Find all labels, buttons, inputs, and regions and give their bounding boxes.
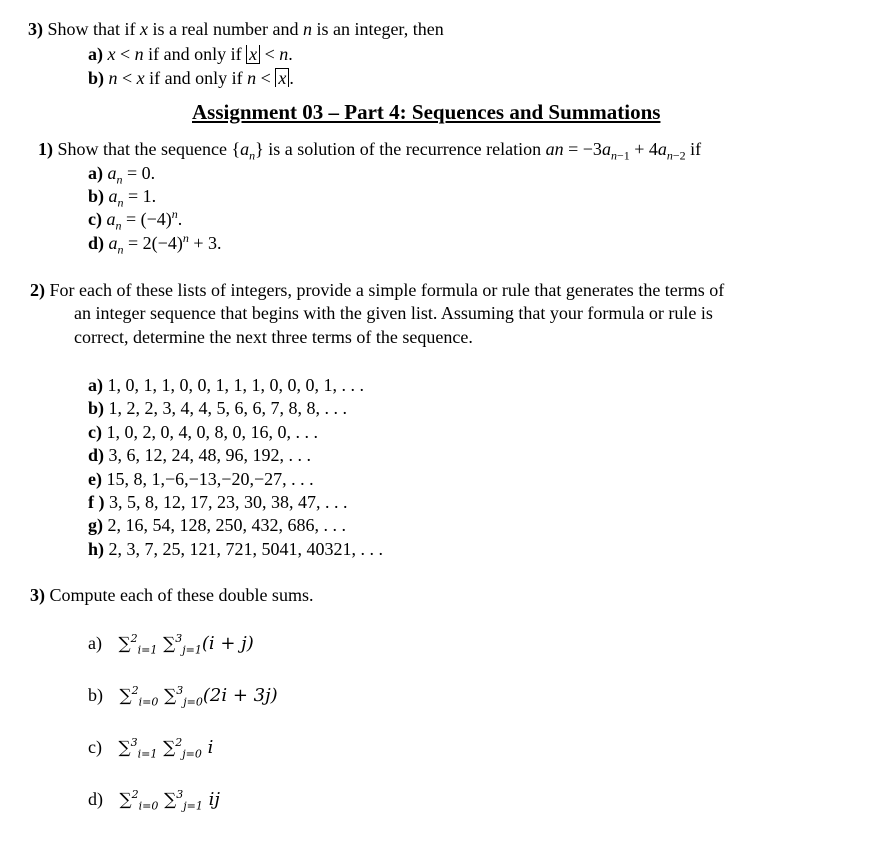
question-text: Compute each of these double sums. xyxy=(49,585,314,605)
part-label: h) xyxy=(88,539,105,559)
part-text: 2, 16, 54, 128, 250, 432, 686, . . . xyxy=(107,515,346,535)
double-sum-expression: ∑$^2_{i=0}$ ∑$^3_{j=0}$(2i + 3j) xyxy=(119,684,278,709)
double-sum-expression: ∑$^3_{i=1}$ ∑$^2_{j=0}$ i xyxy=(118,736,214,761)
part-label: e) xyxy=(88,469,102,489)
part-label: c) xyxy=(88,209,102,229)
question-number: 1) xyxy=(38,139,53,159)
q2-part-h xyxy=(88,538,383,560)
double-sum-expression: ∑$^2_{i=1}$ ∑$^3_{j=1}$(i + j) xyxy=(118,632,254,657)
part-label: a) xyxy=(88,375,103,395)
part-text: $a_n = 1$. xyxy=(108,186,157,210)
question-3 xyxy=(30,584,313,606)
q2-part-c xyxy=(88,421,318,443)
question-text: Show that the sequence $\{a_n\}$ is a solution of the recurrence relation an = $-3a_{n-1} + 4a_{n-2}$ if xyxy=(57,139,702,163)
q1-part-c xyxy=(88,207,183,233)
question-intro: Show that if x is a real number and n is an integer, then xyxy=(47,19,444,39)
q3-part-a xyxy=(88,632,254,655)
question-number: 3) xyxy=(28,19,43,39)
part-label: c) xyxy=(88,422,102,442)
part-label: f ) xyxy=(88,492,105,512)
part-label: g) xyxy=(88,515,103,535)
part-label: d) xyxy=(88,445,105,465)
q2-part-b xyxy=(88,397,347,419)
double-sum-expression: ∑$^2_{i=0}$ ∑$^3_{j=1}$ ij xyxy=(119,788,220,813)
part-text: $a_n = (-4)^n$. xyxy=(106,207,183,233)
question-text-line: For each of these lists of integers, provide a simple formula or rule that generates the terms of xyxy=(49,280,725,300)
part-text: 1, 0, 1, 1, 0, 0, 1, 1, 1, 0, 0, 0, 1, . . . xyxy=(107,375,364,395)
part-text: $a_n = 2(-4)^n + 3$. xyxy=(108,231,222,257)
part-label: a) xyxy=(88,633,102,653)
part-text: n < x if and only if n < x . xyxy=(108,68,294,88)
part-text: 1, 0, 2, 0, 4, 0, 8, 0, 16, 0, . . . xyxy=(106,422,318,442)
q2-part-a xyxy=(88,374,364,396)
part-label: b) xyxy=(88,186,105,206)
q2-part-g xyxy=(88,514,346,536)
q2-part-e xyxy=(88,468,314,490)
part-text: 3, 5, 8, 12, 17, 23, 30, 38, 47, . . . xyxy=(109,492,348,512)
part-text: x < n if and only if x < n. xyxy=(107,44,293,64)
q2-part-f xyxy=(88,491,348,513)
part-text: 2, 3, 7, 25, 121, 721, 5041, 40321, . . . xyxy=(108,539,384,559)
assignment-title: Assignment 03 – Part 4: Sequences and Summations xyxy=(192,100,661,124)
question-1 xyxy=(38,138,702,163)
q1-part-a xyxy=(88,162,156,187)
prev-q3-part-a xyxy=(88,43,293,65)
prev-q3-part-b xyxy=(88,67,294,89)
q3-part-b xyxy=(88,684,278,707)
question-text-line: an integer sequence that begins with the given list. Assuming that your formula or rule is xyxy=(74,303,713,323)
part-text: $a_n = 0$. xyxy=(107,163,156,187)
prev-question-3 xyxy=(28,18,444,40)
part-text: 1, 2, 2, 3, 4, 4, 5, 6, 6, 7, 8, 8, . . . xyxy=(108,398,348,418)
q1-part-d xyxy=(88,231,222,257)
part-label: d) xyxy=(88,233,105,253)
q3-part-c xyxy=(88,736,213,759)
q2-part-d xyxy=(88,444,311,466)
question-2 xyxy=(30,279,724,301)
part-label: d) xyxy=(88,789,103,809)
question-text-line: correct, determine the next three terms of the sequence. xyxy=(74,327,473,347)
part-text: 15, 8, 1,−6,−13,−20,−27, . . . xyxy=(106,469,314,489)
part-label: b) xyxy=(88,68,105,88)
part-label: b) xyxy=(88,398,105,418)
part-label: c) xyxy=(88,737,102,757)
part-label: a) xyxy=(88,44,103,64)
part-label: a) xyxy=(88,163,103,183)
question-number: 2) xyxy=(30,280,45,300)
q3-part-d xyxy=(88,788,220,811)
part-text: 3, 6, 12, 24, 48, 96, 192, . . . xyxy=(108,445,312,465)
part-label: b) xyxy=(88,685,103,705)
q1-part-b xyxy=(88,185,157,210)
question-number: 3) xyxy=(30,585,45,605)
